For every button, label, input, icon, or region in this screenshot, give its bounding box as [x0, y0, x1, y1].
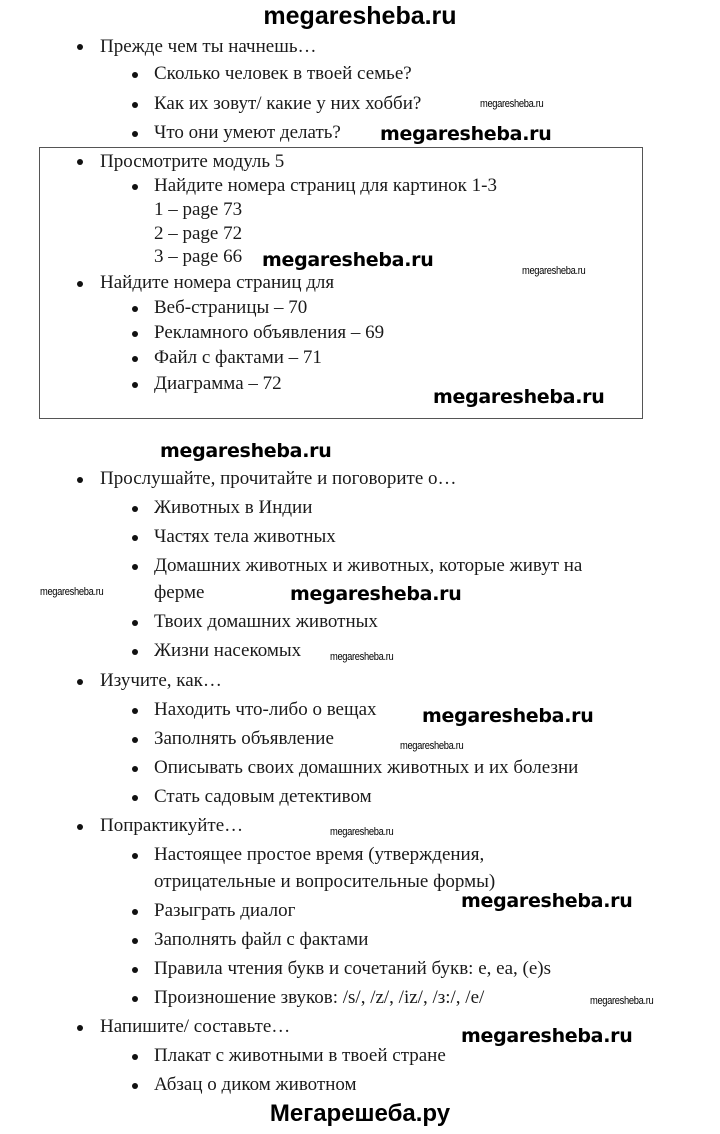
list-item: Частях тела животных [154, 526, 336, 547]
section-title: Просмотрите модуль 5 [100, 151, 285, 172]
bullet-icon [77, 477, 83, 483]
list-item: Заполнять файл с фактами [154, 929, 369, 950]
bullet-icon [132, 996, 138, 1002]
list-item: Твоих домашних животных [154, 611, 378, 632]
list-item: Абзац о диком животном [154, 1074, 357, 1095]
list-item: Произношение звуков: /s/, /z/, /iz/, /з:/, /e/ [154, 987, 485, 1008]
watermark: megaresheba.ru [461, 890, 633, 912]
list-item: Настоящее простое время (утверждения, [154, 844, 485, 865]
bullet-icon [132, 708, 138, 714]
list-item: Жизни насекомых [154, 640, 302, 661]
watermark: megaresheba.ru [40, 586, 104, 598]
watermark: megaresheba.ru [522, 265, 586, 277]
section-title: Прослушайте, прочитайте и поговорите о… [100, 468, 457, 489]
list-item: Рекламного объявления – 69 [154, 322, 385, 343]
bullet-icon [132, 1054, 138, 1060]
section-title: Прежде чем ты начнешь… [100, 36, 317, 57]
watermark: megaresheba.ru [461, 1025, 633, 1047]
site-header: megaresheba.ru [263, 2, 457, 30]
bullet-icon [132, 853, 138, 859]
list-item-continuation: ферме [154, 582, 205, 603]
watermark: megaresheba.ru [590, 995, 654, 1007]
bullet-icon [77, 824, 83, 830]
bullet-icon [132, 564, 138, 570]
bullet-icon [77, 281, 83, 287]
section-title: Попрактикуйте… [100, 815, 244, 836]
list-item: Файл с фактами – 71 [154, 347, 322, 368]
watermark: megaresheba.ru [262, 249, 434, 271]
watermark: megaresheba.ru [433, 386, 605, 408]
list-item: Правила чтения букв и сочетаний букв: e, ea, (e)s [154, 958, 551, 979]
bullet-icon [77, 159, 83, 165]
watermark: megaresheba.ru [290, 583, 462, 605]
site-footer: Мегарешеба.ру [269, 1100, 451, 1127]
list-item: Как их зовут/ какие у них хобби? [154, 93, 422, 114]
bullet-icon [132, 649, 138, 655]
bullet-icon [132, 938, 138, 944]
list-item: Что они умеют делать? [154, 122, 341, 143]
bullet-icon [132, 967, 138, 973]
list-item: Диаграмма – 72 [154, 373, 282, 394]
answer-line: 2 – page 72 [154, 223, 243, 244]
bullet-icon [132, 737, 138, 743]
watermark: megaresheba.ru [330, 826, 394, 838]
bullet-icon [77, 1025, 83, 1031]
answer-line: 3 – page 66 [154, 246, 243, 267]
list-item: Домашних животных и животных, которые живут на [154, 555, 583, 576]
section-title: Изучите, как… [100, 670, 222, 691]
bullet-icon [132, 382, 138, 388]
answer-line: 1 – page 73 [154, 199, 243, 220]
list-item: Веб-страницы – 70 [154, 297, 308, 318]
bullet-icon [132, 1083, 138, 1089]
list-item: Животных в Индии [154, 497, 313, 518]
list-item: Сколько человек в твоей семье? [154, 63, 412, 84]
section-title: Напишите/ составьте… [100, 1016, 291, 1037]
list-item: Найдите номера страниц для картинок 1-3 [154, 175, 497, 196]
bullet-icon [132, 331, 138, 337]
list-item-continuation: отрицательные и вопросительные формы) [154, 871, 496, 892]
bullet-icon [132, 766, 138, 772]
bullet-icon [132, 184, 138, 190]
bullet-icon [132, 102, 138, 108]
bullet-icon [132, 620, 138, 626]
watermark: megaresheba.ru [480, 98, 544, 110]
watermark: megaresheba.ru [160, 440, 332, 462]
list-item: Разыграть диалог [154, 900, 296, 921]
bullet-icon [132, 356, 138, 362]
list-item: Заполнять объявление [154, 728, 334, 749]
watermark: megaresheba.ru [422, 705, 594, 727]
watermark: megaresheba.ru [380, 123, 552, 145]
bullet-icon [132, 131, 138, 137]
list-item: Стать садовым детективом [154, 786, 372, 807]
bullet-icon [132, 909, 138, 915]
bullet-icon [77, 44, 83, 50]
bullet-icon [132, 535, 138, 541]
list-item: Находить что-либо о вещах [154, 699, 377, 720]
watermark: megaresheba.ru [400, 740, 464, 752]
bullet-icon [132, 506, 138, 512]
list-item: Описывать своих домашних животных и их болезни [154, 757, 579, 778]
bullet-icon [132, 72, 138, 78]
bullet-icon [132, 795, 138, 801]
section-title: Найдите номера страниц для [100, 272, 335, 293]
watermark: megaresheba.ru [330, 651, 394, 663]
bullet-icon [132, 306, 138, 312]
bullet-icon [77, 679, 83, 685]
list-item: Плакат с животными в твоей стране [154, 1045, 446, 1066]
